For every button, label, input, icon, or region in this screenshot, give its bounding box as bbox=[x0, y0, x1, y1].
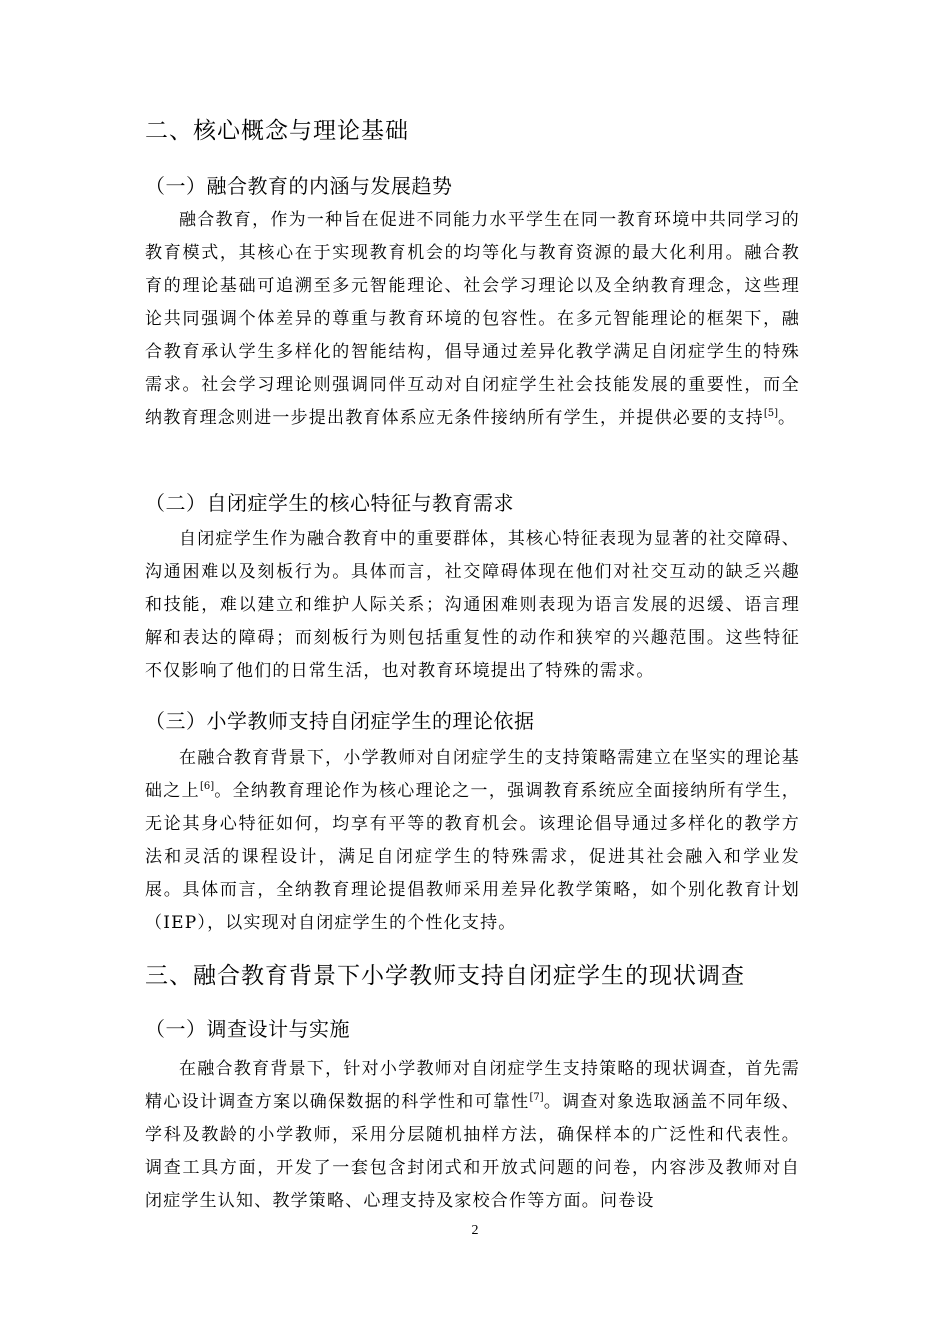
paragraph-tail: 。全纳教育理论作为核心理论之一，强调教育系统应全面接纳所有学生，无论其身心特征如何，均享有平等的教育机会。该理论倡导通过多样化的教学方法和灵活的课程设计，满足自闭症学生的特殊需求，促进其社会融入和学业发展。具体而言，全纳教育理论提倡教师采用差异化教学策略，如个别化教育计划（IEP），以实现对自闭症学生的个性化支持。 bbox=[145, 781, 800, 933]
paragraph-text: 融合教育，作为一种旨在促进不同能力水平学生在同一教育环境中共同学习的教育模式，其核心在于实现教育机会的均等化与教育资源的最大化利用。融合教育的理论基础可追溯至多元智能理论、社会学习理论以及全纳教育理念，这些理论共同强调个体差异的尊重与教育环境的包容性。在多元智能理论的框架下，融合教育承认学生多样化的智能结构，倡导通过差异化教学满足自闭症学生的特殊需求。社会学习理论则强调同伴互动对自闭症学生社会技能发展的重要性，而全纳教育理念则进一步提出教育体系应无条件接纳所有学生，并提供必要的支持 bbox=[145, 210, 800, 428]
paragraph-2-1 bbox=[145, 204, 800, 435]
citation: [6] bbox=[199, 781, 215, 792]
subsection-heading-3-1: （一）调查设计与实施 bbox=[145, 1017, 350, 1041]
paragraph-text: 自闭症学生作为融合教育中的重要群体，其核心特征表现为显著的社交障碍、沟通困难以及刻板行为。具体而言，社交障碍体现在他们对社交互动的缺乏兴趣和技能，难以建立和维护人际关系；沟通困难则表现为语言发展的迟缓、语言理解和表达的障碍；而刻板行为则包括重复性的动作和狭窄的兴趣范围。这些特征不仅影响了他们的日常生活，也对教育环境提出了特殊的需求。 bbox=[145, 529, 800, 681]
subsection-heading-2-3: （三）小学教师支持自闭症学生的理论依据 bbox=[145, 709, 535, 733]
paragraph-text: 在融合教育背景下，针对小学教师对自闭症学生支持策略的现状调查，首先需精心设计调查方案以确保数据的科学性和可靠性 bbox=[145, 1059, 800, 1112]
paragraph-tail: 。调查对象选取涵盖不同年级、学科及教龄的小学教师，采用分层随机抽样方法，确保样本的广泛性和代表性。调查工具方面，开发了一套包含封闭式和开放式问题的问卷，内容涉及教师对自闭症学生认知、教学策略、心理支持及家校合作等方面。问卷设 bbox=[145, 1092, 800, 1211]
section-heading-3: 三、融合教育背景下小学教师支持自闭症学生的现状调查 bbox=[145, 963, 745, 989]
citation: [5] bbox=[763, 408, 778, 419]
paragraph-3-1 bbox=[145, 1053, 800, 1218]
paragraph-2-3 bbox=[145, 742, 800, 940]
subsection-heading-2-2: （二）自闭症学生的核心特征与教育需求 bbox=[145, 491, 514, 515]
paragraph-text: 在融合教育背景下，小学教师对自闭症学生的支持策略需建立在坚实的理论基础之上 bbox=[145, 748, 800, 801]
subsection-heading-2-1: （一）融合教育的内涵与发展趋势 bbox=[145, 174, 453, 198]
section-heading-2: 二、核心概念与理论基础 bbox=[145, 118, 409, 144]
paragraph-2-2 bbox=[145, 523, 800, 688]
page-number: 2 bbox=[471, 1223, 479, 1238]
citation: [7] bbox=[529, 1092, 544, 1103]
paragraph-tail: 。 bbox=[777, 408, 797, 428]
